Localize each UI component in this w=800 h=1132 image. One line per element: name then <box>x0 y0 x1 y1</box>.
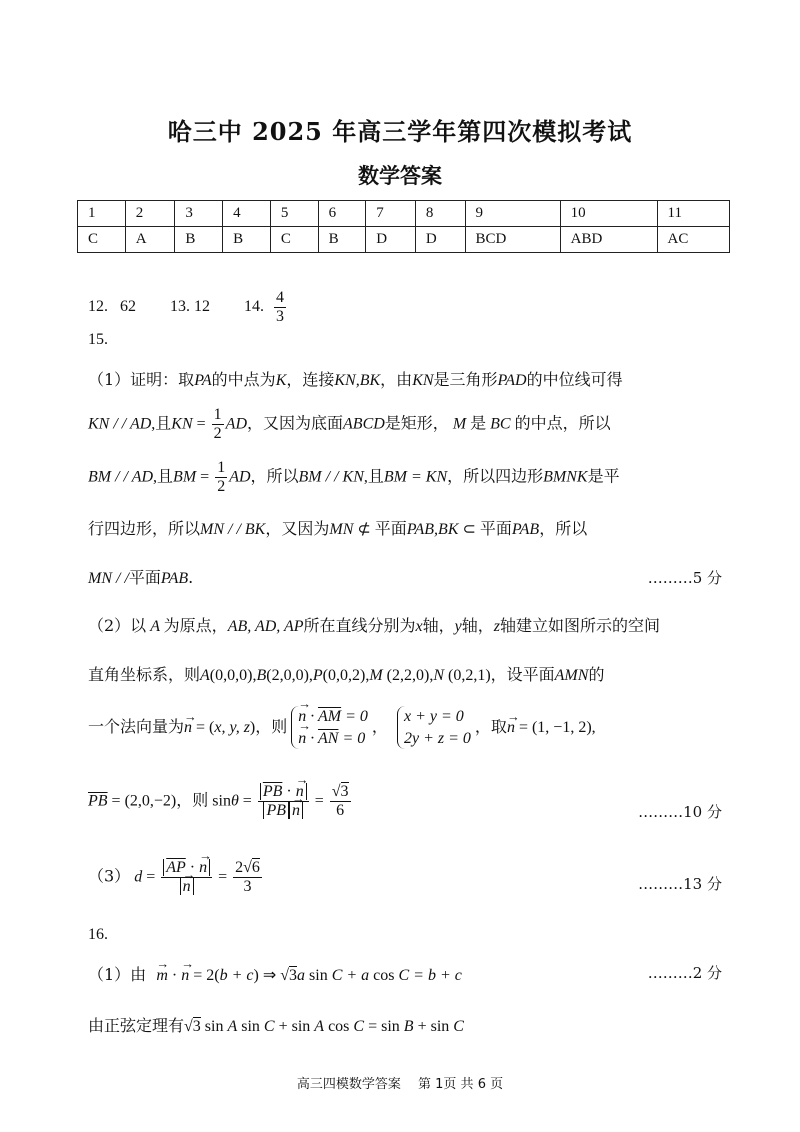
answer-choice: AC <box>657 227 729 253</box>
text: 的中位线可得 <box>526 370 623 389</box>
text: 一个法向量为 <box>88 717 185 737</box>
q15-part1-line2: KN / / AD,且KN = $\frac{1}{2}$ AD，又因为底面ABCD是矩形， M 是 BC 的中点，所以 <box>88 406 611 442</box>
q14-denominator: 3 <box>276 307 284 325</box>
text: ，设平面 <box>490 665 555 684</box>
text: . <box>188 568 194 587</box>
text: 由正弦定理有 <box>88 1016 185 1035</box>
text: 直角坐标系，则 <box>88 665 201 684</box>
answer-number: 7 <box>366 201 416 227</box>
q15-part2-line3: 一个法向量为→ n = (x, y, z)，则 → $n \cdot \overline{AM} = 0$ → $n \cdot \overline{AN} = 0$ ， x + y = 0 2y + z = 0 ，取→ n = (1, −1, 2), <box>88 706 596 749</box>
answer-number: 2 <box>125 201 175 227</box>
q16-part1-line1: （1）由 → m · → n = 2(b + c) ⇒ √3a sin C + a cos C = b + c <box>88 962 462 985</box>
q12-answer: 62 <box>120 297 136 315</box>
answer-choice: B <box>318 227 366 253</box>
q16-label: 16. <box>88 926 108 943</box>
answer-number: 6 <box>318 201 366 227</box>
q15-part1-line4: 行四边形，所以MN / / BK，又因为MN ⊄ 平面PAB,BK ⊂ 平面PAB，所以 <box>88 519 588 538</box>
answer-choice-row <box>78 227 730 253</box>
text: （1）证明：取 <box>88 370 195 389</box>
text: 的中点为 <box>211 370 276 389</box>
text: （3） <box>88 866 131 886</box>
q12-label: 12. <box>88 297 108 315</box>
score-2: ………2 分 <box>647 964 722 982</box>
score-5: ………5 分 <box>647 569 722 587</box>
q15-label: 15. <box>88 331 108 348</box>
q15-part2-line4: $\overline{PB} = (2,0,-2)$，则 sinθ = $\frac{\overline{PB} \cdot \to n}{\overline{PB} \to n}$ = $\frac{√3}{6}$ <box>88 783 353 819</box>
text: 所在直线分别为 <box>303 616 416 635</box>
text: 行四边形，所以 <box>88 519 201 538</box>
text: ，所以 <box>539 519 588 538</box>
q14-numerator: 4 <box>276 289 284 306</box>
answer-number: 1 <box>78 201 126 227</box>
page-footer: 高三四模数学答案 第 1页 共 6 页 <box>296 1077 504 1092</box>
q13-answer: 12 <box>194 297 210 315</box>
score-10: ………10 分 <box>638 803 722 821</box>
answer-number: 8 <box>415 201 465 227</box>
q15-part1-line1: （1）证明：取PA的中点为K，连接KN,BK，由KN是三角形PAD的中位线可得 <box>88 370 623 389</box>
answer-number: 10 <box>560 201 657 227</box>
answer-choice: B <box>223 227 271 253</box>
text: （2）以 <box>88 616 147 635</box>
text: ，又因为底面 <box>247 413 344 433</box>
answer-choice: A <box>125 227 175 253</box>
answer-choice: B <box>175 227 223 253</box>
answer-number: 5 <box>270 201 318 227</box>
q14-label: 14. <box>244 297 264 315</box>
answer-number: 3 <box>175 201 223 227</box>
q15-part2-line1: （2）以 A 为原点，AB, AD, AP所在直线分别为x轴，y轴，z轴建立如图所示的空间 <box>88 616 661 635</box>
text: ，所以四边形 <box>447 466 544 486</box>
answer-choice: ABD <box>560 227 657 253</box>
answer-choice: C <box>78 227 126 253</box>
text: ，连接 <box>286 370 335 389</box>
answer-number: 4 <box>223 201 271 227</box>
text: 为原点， <box>163 616 228 635</box>
answer-choice: D <box>366 227 416 253</box>
answer-number-row <box>78 201 730 227</box>
text: 的中点，所以 <box>514 413 611 433</box>
text: 的 <box>588 665 605 684</box>
text: 建立如图所示的空间 <box>516 616 661 635</box>
q13-label: 13. <box>170 297 190 315</box>
q15-part1-line5: MN / /平面PAB. <box>88 568 194 587</box>
page-subtitle: 数学答案 <box>358 163 442 188</box>
q14-fraction <box>274 289 286 325</box>
answer-number: 9 <box>465 201 560 227</box>
text: 是三角形 <box>433 370 498 389</box>
text: ，则 <box>176 790 209 810</box>
answer-choice: BCD <box>465 227 560 253</box>
q15-part2-line2: 直角坐标系，则A(0,0,0),B(2,0,0),P(0,0,2),M (2,2,0),N (0,2,1)，设平面AMN的 <box>88 665 605 684</box>
text: 是平 <box>587 466 620 486</box>
fill-answers <box>88 289 288 325</box>
answer-number: 11 <box>657 201 729 227</box>
score-13: ………13 分 <box>638 875 722 893</box>
text: 是矩形， <box>384 413 449 433</box>
q15-part1-line3: BM / / AD,且BM = $\frac{1}{2}$ AD，所以BM / / KN,且BM = KN，所以四边形BMNK是平 <box>88 459 620 495</box>
text: ，又因为 <box>265 519 330 538</box>
text: ， <box>371 717 388 737</box>
q16-part1-line2: 由正弦定理有√3 sin A sin C + sin A cos C = sin B + sin C <box>88 1016 464 1035</box>
answer-table <box>77 200 730 253</box>
answer-choice: C <box>270 227 318 253</box>
answer-choice: D <box>415 227 465 253</box>
text: （1）由 <box>88 965 147 984</box>
text: ，取 <box>474 717 507 737</box>
page-title: 哈三中 2025 年高三学年第四次模拟考试 <box>167 117 633 146</box>
text: ，由 <box>380 370 413 389</box>
text: ，所以 <box>250 466 299 486</box>
text: 是 <box>470 413 487 433</box>
q15-part3: （3） d = $\overline{AP}$ · → n → n = $\frac{2√6}{3}$ <box>88 859 264 895</box>
text: ，则 <box>255 717 288 737</box>
